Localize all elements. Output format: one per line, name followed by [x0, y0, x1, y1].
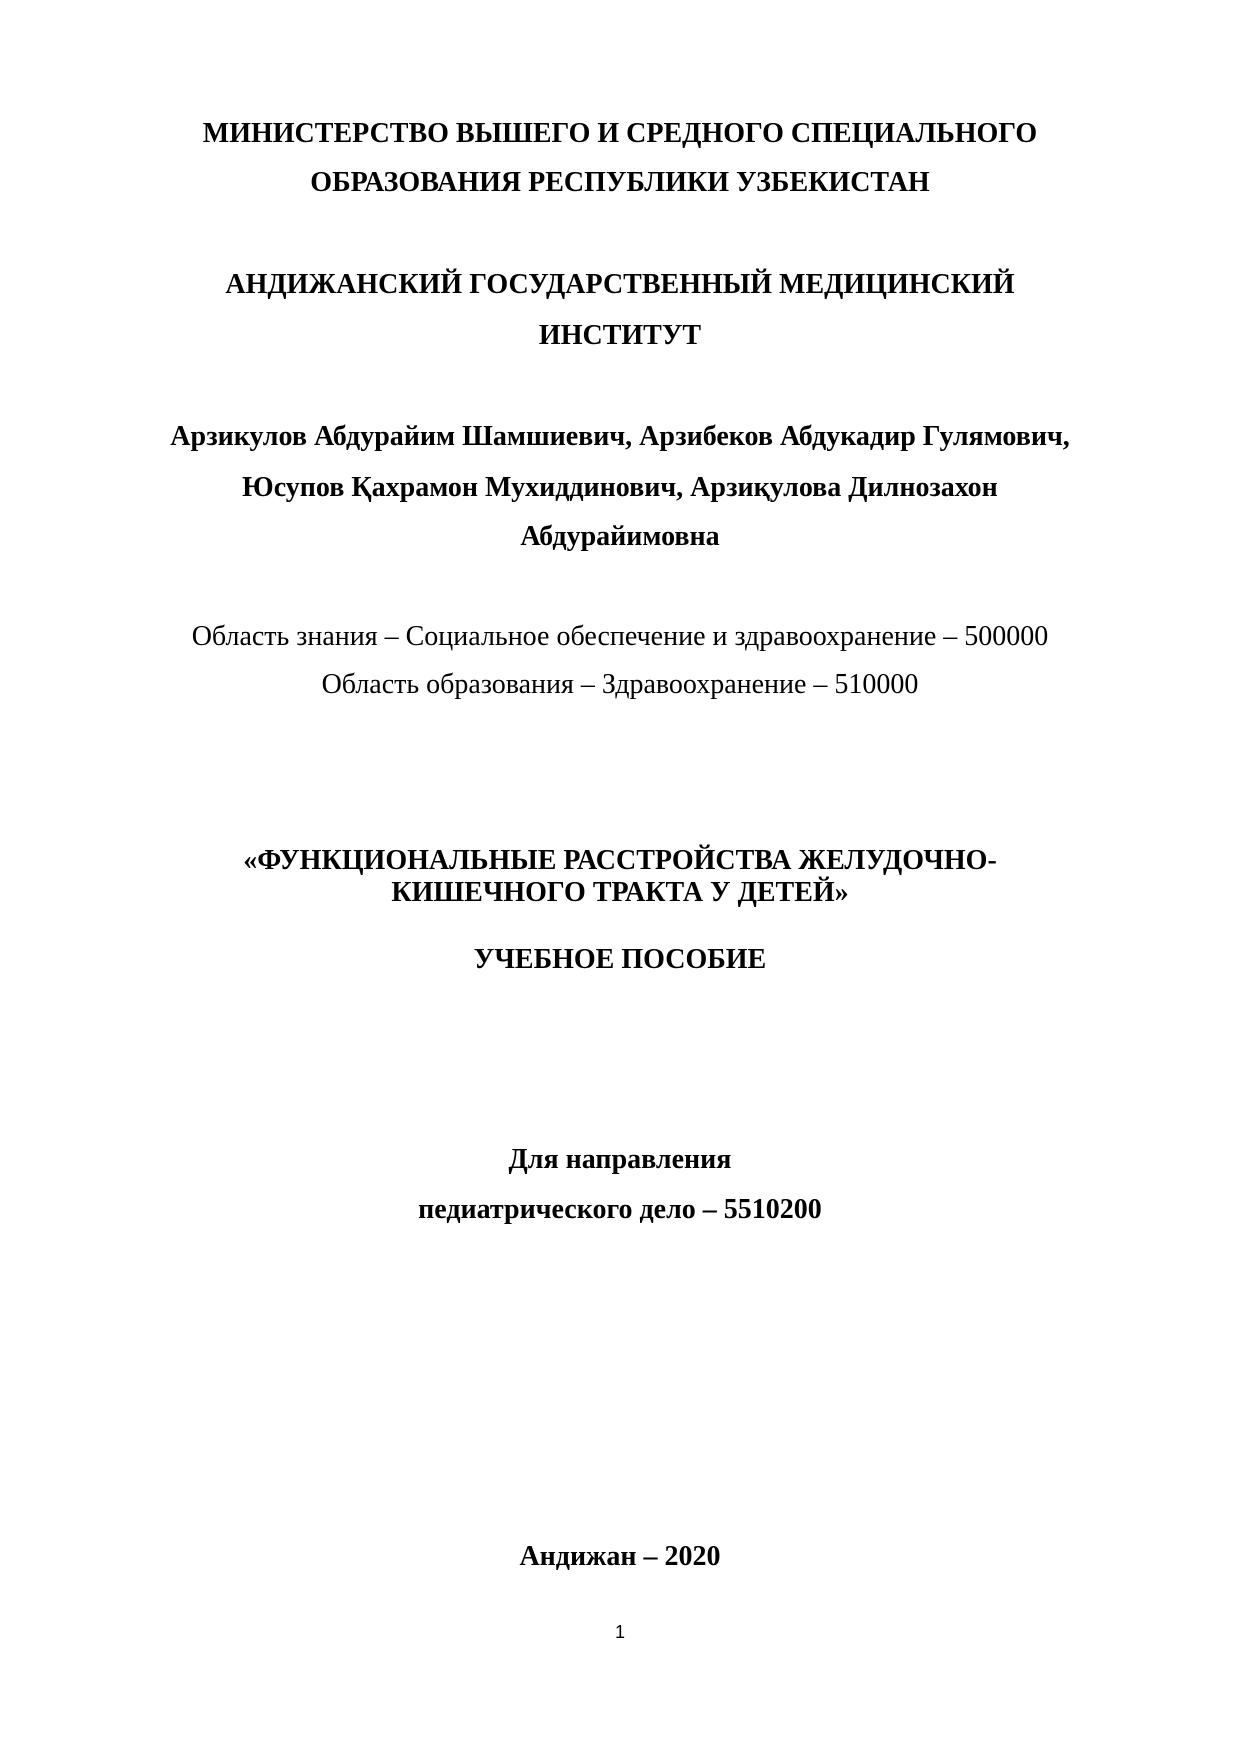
document-title-line-2: КИШЕЧНОГО ТРАКТА У ДЕТЕЙ» [391, 877, 849, 908]
education-field: Область образования – Здравоохранение – 510000 [321, 669, 919, 700]
authors-line-3: Абдурайимовна [520, 521, 720, 552]
place-year: Андижан – 2020 [519, 1541, 721, 1572]
authors-line-1: Арзикулов Абдурайим Шамшиевич, Арзибеков Абдукадир Гулямович, [170, 421, 1070, 452]
authors-line-2: Юсупов Қахрамон Мухиддинович, Арзиқулова Дилнозахон [242, 472, 998, 503]
institute-line-2: ИНСТИТУТ [538, 320, 702, 351]
knowledge-field: Область знания – Социальное обеспечение и здравоохранение – 500000 [191, 621, 1049, 652]
direction-line-2: педиатрического дело – 5510200 [418, 1194, 822, 1225]
ministry-line-2: ОБРАЗОВАНИЯ РЕСПУБЛИКИ УЗБЕКИСТАН [310, 167, 930, 198]
document-type: УЧЕБНОЕ ПОСОБИЕ [473, 944, 767, 975]
document-title-line-1: «ФУНКЦИОНАЛЬНЫЕ РАССТРОЙСТВА ЖЕЛУДОЧНО- [243, 845, 997, 876]
ministry-line-1: МИНИСТЕРСТВО ВЫШЕГО И СРЕДНОГО СПЕЦИАЛЬНОГО [202, 118, 1038, 149]
institute-line-1: АНДИЖАНСКИЙ ГОСУДАРСТВЕННЫЙ МЕДИЦИНСКИЙ [225, 269, 1015, 300]
page-number: 1 [614, 1622, 625, 1642]
direction-line-1: Для направления [508, 1144, 732, 1175]
